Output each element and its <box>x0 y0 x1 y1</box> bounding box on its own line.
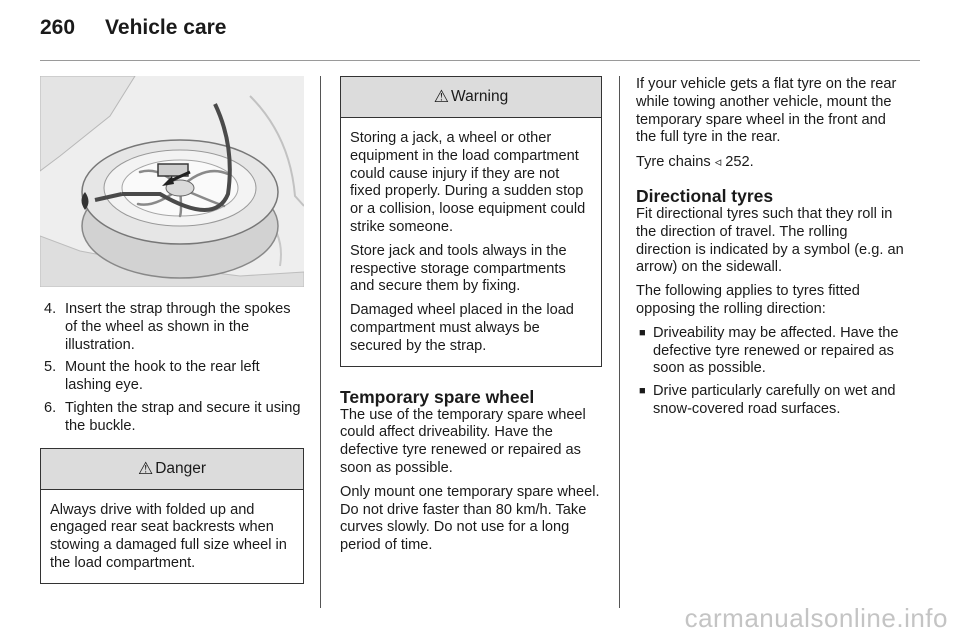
warning-header <box>341 77 601 118</box>
step-item <box>40 301 304 354</box>
list-item <box>636 383 906 419</box>
column-divider-1 <box>320 76 321 608</box>
tyre-chains-label: Tyre chains <box>636 154 711 171</box>
temporary-spare-heading: Temporary spare wheel <box>340 386 535 407</box>
list-item <box>636 325 906 378</box>
section-title: Vehicle care <box>105 16 227 39</box>
spare-wheel-illustration <box>40 76 304 287</box>
step-text: Tighten the strap and secure it using the buckle. <box>65 399 301 434</box>
directional-bullet-list <box>636 325 906 419</box>
temporary-spare-paragraph: Only mount one temporary spare wheel. Do not drive faster than 80 km/h. Take curves slowly. Do not use for a long period of time. <box>340 483 600 554</box>
step-text: Mount the hook to the rear left lashing eye. <box>65 359 260 394</box>
warning-title: Warning <box>451 88 509 106</box>
directional-paragraph: Fit directional tyres such that they roll in the direction of travel. The rolling direction is indicated by a symbol (e.g. an arrow) on the sidewall. <box>636 205 904 276</box>
watermark: carmanualsonline.info <box>684 603 948 633</box>
step-item <box>40 400 304 436</box>
page-number: 260 <box>40 16 76 39</box>
warning-triangle-icon: ⚠ <box>137 458 154 478</box>
tyre-chains-reference <box>636 153 906 172</box>
page-reference-icon: ◃ <box>714 154 722 170</box>
danger-box <box>40 448 304 584</box>
bullet-text: Drive particularly carefully on wet and snow-covered road surfaces. <box>653 383 896 417</box>
square-bullet-icon: ■ <box>639 326 646 339</box>
directional-tyres-heading: Directional tyres <box>636 185 774 206</box>
column-3 <box>636 76 906 424</box>
warning-body <box>341 118 601 366</box>
step-number: 6. <box>44 399 57 416</box>
warning-paragraph: Store jack and tools always in the respective storage compartments and secure them by fixing. <box>350 242 567 295</box>
square-bullet-icon: ■ <box>639 385 646 398</box>
step-item <box>40 359 304 395</box>
danger-title: Danger <box>155 459 207 477</box>
step-number: 4. <box>44 301 57 317</box>
danger-text: Always drive with folded up and engaged rear seat backrests when stowing a damaged full size wheel in the load compartment. <box>50 501 287 571</box>
instruction-steps <box>40 301 304 436</box>
tyre-chains-page-link[interactable]: 252. <box>725 154 754 171</box>
danger-header <box>41 449 303 490</box>
step-text: Insert the strap through the spokes of the wheel as shown in the illustration. <box>65 301 291 353</box>
temporary-spare-paragraph: The use of the temporary spare wheel could affect driveability. Have the defective tyre renewed or repaired as soon as possible. <box>340 406 586 476</box>
column-divider-2 <box>619 76 620 608</box>
step-number: 5. <box>44 359 57 376</box>
header-rule <box>40 60 920 61</box>
warning-box <box>340 76 602 367</box>
column-1 <box>40 76 304 584</box>
towing-paragraph: If your vehicle gets a flat tyre on the rear while towing another vehicle, mount the temporary spare wheel in the front and the full tyre in the rear. <box>636 76 897 146</box>
danger-body <box>41 490 303 583</box>
warning-triangle-icon: ⚠ <box>433 87 450 107</box>
warning-paragraph: Damaged wheel placed in the load compartment must always be secured by the strap. <box>350 302 574 354</box>
page-header <box>40 16 226 52</box>
warning-paragraph: Storing a jack, a wheel or other equipment in the load compartment could cause injury if they are not fixed properly. During a sudden stop or a collision, loose equipment could strike someone. <box>350 130 586 235</box>
bullet-text: Driveability may be affected. Have the defective tyre renewed or repaired as soon as possible. <box>653 324 899 377</box>
column-2 <box>340 76 602 561</box>
directional-paragraph: The following applies to tyres fitted opposing the rolling direction: <box>636 283 860 317</box>
